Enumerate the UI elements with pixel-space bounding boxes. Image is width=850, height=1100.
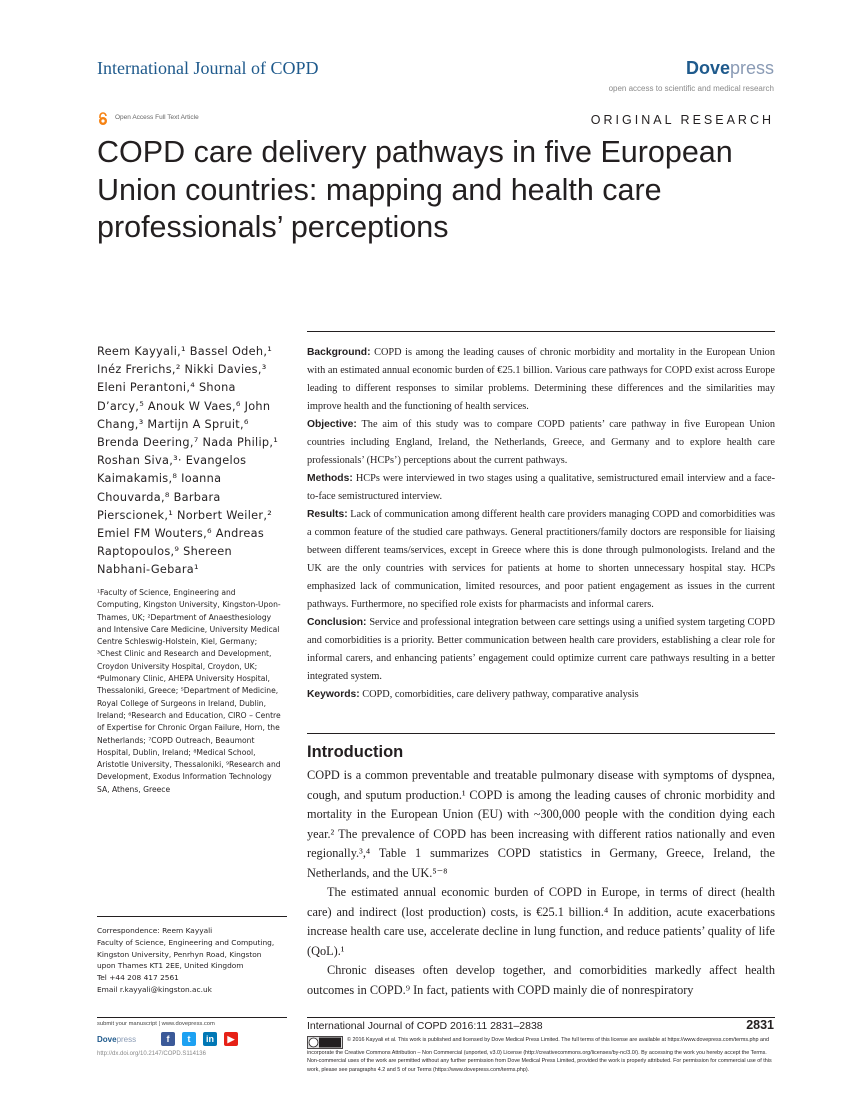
correspondence [97,925,287,996]
abstract-text: COPD is among the leading causes of chronic morbidity and mortality in the European Union with an estimated annual economic burden of €25.1 billion. Various care pathways for COPD exist across Europe leading to different responses to similar problems. Determining these differences and the similarities may improve health and the functioning of health services. [307,347,775,412]
abstract-keywords [307,686,775,704]
introduction-paragraph: Chronic diseases often develop together, and comorbidities markedly affect health outcomes in COPD.⁹ In fact, patients with COPD mainly die of nonrespiratory [307,963,775,997]
open-access-icon [97,112,109,126]
abstract-label: Background: [307,347,371,358]
license-body: © 2016 Kayyali et al. This work is published and licensed by Dove Medical Press Limited. The full terms of this license are available at https://www.dovepress.com/terms.php and incorporate the Creative Commons Attribution – Non Commercial (unported, v3.0) License (http://creativecommons.org/licenses/by-nc/3.0/). By accessing the work you hereby accept the Terms. Non-commercial uses of the work are permitted without any further permission from Dove Medical Press Limited, provided the work is properly attributed. For permission for commercial use of this work, please see paragraphs 4.2 and 5 of our Terms (https://www.dovepress.com/terms.php). [307,1037,772,1073]
open-access-label: Open Access Full Text Article [115,114,199,121]
footer-right-rule [307,1017,775,1018]
abstract [307,344,775,704]
abstract-background [307,344,775,416]
page-number: 2831 [746,1018,774,1032]
introduction-heading: Introduction [307,743,404,761]
introduction-paragraph: COPD is a common preventable and treatable pulmonary disease with symptoms of dyspnea, cough, and sputum production.¹ COPD is among the leading causes of chronic morbidity and mortality in the European Union (EU) with ~300,000 people with the condition dying each year.² The prevalence of COPD has been increasing with different ratios nationally and even regionally.³,⁴ Table 1 summarizes COPD statistics in Germany, Greece, Ireland, the Netherlands, and the UK.⁵⁻⁸ [307,768,775,880]
correspondence-line: Correspondence: Reem Kayyali [97,926,213,935]
footer-publisher-logo[interactable] [97,1035,136,1044]
publisher-logo[interactable] [686,58,774,79]
footer-logo-part1: Dove [97,1035,117,1044]
correspondence-email[interactable]: Email r.kayyali@kingston.ac.uk [97,984,212,994]
correspondence-line: Faculty of Science, Engineering and Computing, [97,937,275,947]
article-title: COPD care delivery pathways in five European Union countries: mapping and health care professionals’ perceptions [97,135,733,244]
correspondence-divider [97,916,287,917]
correspondence-line: Kingston University, Penrhyn Road, Kingston [97,949,262,959]
facebook-icon[interactable]: f [161,1032,175,1046]
abstract-label: Objective: [307,419,357,430]
license-text [307,1036,775,1074]
twitter-icon[interactable]: t [182,1032,196,1046]
submit-manuscript-link[interactable]: submit your manuscript | www.dovepress.com [97,1021,215,1027]
correspondence-line: upon Thames KT1 2EE, United Kingdom [97,961,244,971]
abstract-results [307,506,775,614]
section-label: ORIGINAL RESEARCH [590,113,774,127]
creative-commons-icon [307,1036,343,1049]
abstract-text: Service and professional integration between care settings using a unified system targeting COPD and comorbidities is a priority. Better communication between health care providers, establishing a clear role for informal carers, and enhancing patients’ engagement could optimize current care pathways resulting in a better integrated system. [307,617,776,682]
publisher-logo-part2: press [729,58,774,78]
abstract-objective [307,416,775,470]
abstract-label: Methods: [307,473,353,484]
doi-link[interactable]: http://dx.doi.org/10.2147/COPD.S114136 [97,1051,206,1057]
abstract-conclusion [307,614,775,686]
abstract-text: The aim of this study was to compare COPD patients’ care pathway in five European Union countries including England, Ireland, the Netherlands, Greece, and Germany and to explore health care professionals’ (HCPs’) perceptions about the current pathways. [307,419,775,466]
linkedin-icon[interactable]: in [203,1032,217,1046]
abstract-text: HCPs were interviewed in two stages using a qualitative, semistructured email interview and a face-to-face semistructured interview. [307,473,775,502]
footer-logo-part2: press [116,1035,137,1044]
abstract-text: COPD, comorbidities, care delivery pathway, comparative analysis [362,689,639,700]
abstract-top-rule [307,331,775,332]
correspondence-line: Tel +44 208 417 2561 [97,973,179,983]
footer-left-rule [97,1017,287,1018]
publisher-logo-part1: Dove [685,58,730,78]
author-list: Reem Kayyali,¹ Bassel Odeh,¹ Inéz Frerichs,² Nikki Davies,³ Eleni Perantoni,⁴ Shona D’arcy,⁵ Anouk W Vaes,⁶ John Chang,³ Martijn A Spruit,⁶ Brenda Deering,⁷ Nada Philip,¹ Roshan Siva,³· Evangelos Kaimakamis,⁸ Ioanna Chouvarda,⁸ Barbara Pierscionek,¹ Norbert Weiler,² Emiel FM Wouters,⁶ Andreas Raptopoulos,⁹ Shereen Nabhani-Gebara¹ [97,345,279,577]
abstract-text: Lack of communication among different health care providers managing COPD and comorbidities was a common feature of the studied care pathways. General practitioners/family doctors are responsible for liaising between different teams/services, except in Greece where this is done through pulmonologists. Ireland and the UK are the only countries with services for patients at home to shorten unnecessary hospital stay. HCPs emphasized lack of communication, limited resources, and poor patient engagement as issues in the current pathways. Furthermore, no specified role exists for pharmacists and informal carers. [307,509,775,610]
abstract-label: Results: [307,509,348,520]
abstract-label: Conclusion: [307,617,367,628]
abstract-bottom-rule [307,733,775,734]
introduction-paragraph: The estimated annual economic burden of COPD in Europe, in terms of direct (health care) and indirect (lost production) costs, is €25.1 billion.⁴ In addition, acute exacerbations increase health care use, accelerate decline in lung function, and reduce patients’ quality of life (QoL).¹ [307,885,775,958]
journal-title: International Journal of COPD [97,58,319,78]
publisher-tagline: open access to scientific and medical research [608,84,774,93]
youtube-icon[interactable]: ▶ [224,1032,238,1046]
abstract-label: Keywords: [307,689,360,700]
affiliations: ¹Faculty of Science, Engineering and Computing, Kingston University, Kingston-Upon-Thames, UK; ²Department of Anaesthesiology and Intensive Care Medicine, University Medical Centre Schleswig-Holstein, Kiel, Germany; ³Chest Clinic and Research and Development, Croydon University Hospital, Croydon, UK; ⁴Pulmonary Clinic, AHEPA University Hospital, Thessaloniki, Greece; ⁵Department of Medicine, Royal College of Surgeons in Ireland, Dublin, Ireland; ⁶Research and Education, CIRO – Centre of Expertise for Chronic Organ Failure, Horn, the Netherlands; ⁷COPD Outreach, Beaumont Hospital, Dublin, Ireland; ⁸Medical School, Aristotle University, Thessaloniki, ⁹Research and Development, Exodus Information Technology SA, Athens, Greece [97,588,281,794]
abstract-methods [307,470,775,506]
introduction-body [307,766,775,1000]
citation: International Journal of COPD 2016:11 2831–2838 [307,1020,543,1032]
